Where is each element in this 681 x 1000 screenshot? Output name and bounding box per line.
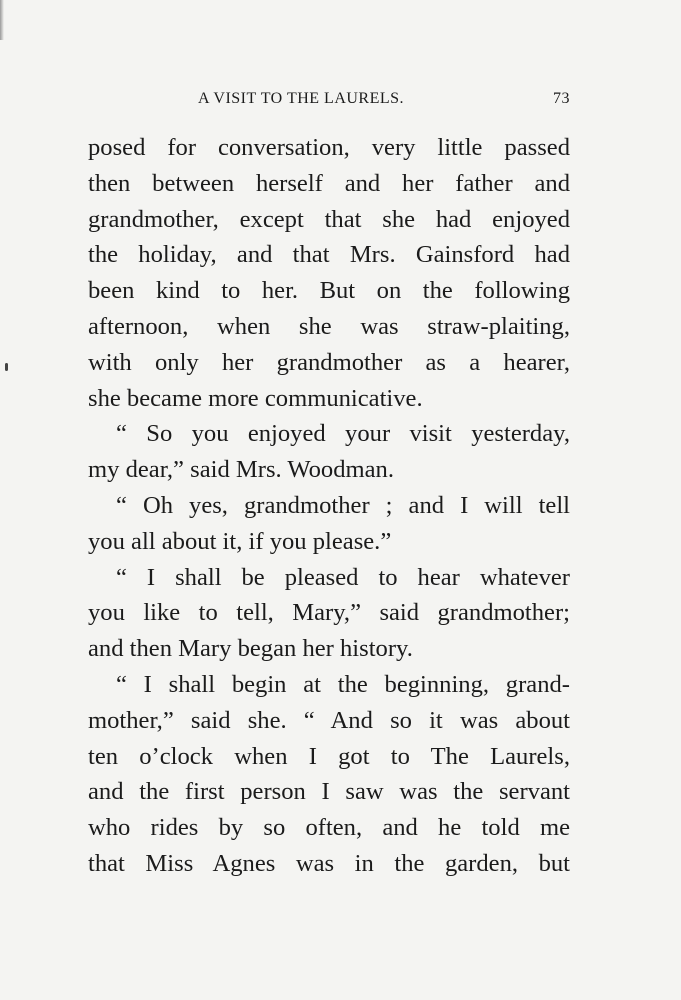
text-line: the holiday, and that Mrs. Gainsford had — [88, 241, 570, 269]
text-line: been kind to her. But on the following — [88, 277, 570, 305]
text-line: “ Oh yes, grandmother ; and I will tell — [116, 491, 570, 519]
text-line: grandmother, except that she had enjoyed — [88, 205, 570, 233]
text-line: my dear,” said Mrs. Woodman. — [88, 456, 394, 484]
text-line: posed for conversation, very little passed — [88, 134, 570, 161]
text-line: that Miss Agnes was in the garden, but — [88, 849, 570, 877]
text-line: “ I shall be pleased to hear whatever — [116, 563, 570, 591]
body-text — [88, 130, 570, 882]
text-line: you like to tell, Mary,” said grandmother; — [88, 599, 570, 627]
text-line: and then Mary began her history. — [88, 635, 413, 663]
text-line: mother,” said she. “ And so it was about — [88, 706, 570, 734]
text-line: she became more communicative. — [88, 384, 423, 412]
page-header — [88, 90, 570, 114]
text-line: and the first person I saw was the servant — [88, 778, 570, 806]
text-line: then between herself and her father and — [88, 169, 570, 197]
text-line: “ So you enjoyed your visit yesterday, — [116, 420, 570, 448]
text-line: ten o’clock when I got to The Laurels, — [88, 742, 570, 770]
text-line: who rides by so often, and he told me — [88, 814, 570, 842]
margin-speck — [5, 363, 8, 371]
text-line: with only her grandmother as a hearer, — [88, 348, 570, 376]
running-head: A VISIT TO THE LAURELS. — [198, 90, 405, 107]
page-number: 73 — [553, 90, 570, 107]
page-edge-shadow — [0, 0, 4, 40]
text-line: you all about it, if you please.” — [88, 527, 392, 555]
text-line: “ I shall begin at the beginning, grand- — [116, 670, 570, 698]
text-line: afternoon, when she was straw-plaiting, — [88, 312, 570, 340]
